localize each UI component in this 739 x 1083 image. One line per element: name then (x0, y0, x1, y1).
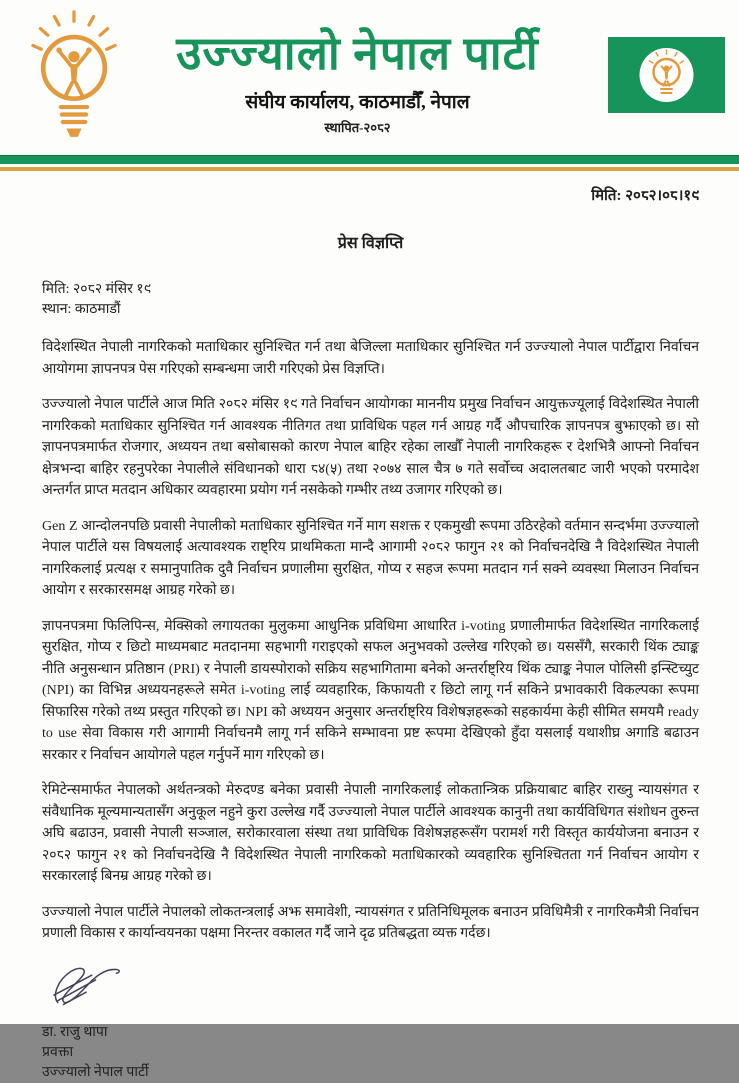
signatory-org: उज्ज्यालो नेपाल पार्टी (42, 1064, 149, 1080)
paragraph-4: ज्ञापनपत्रमा फिलिपिन्स, मेक्सिको लगायतका मुलुकमा आधुनिक प्रविधिमा आधारित i-voting प्रणालीमार्फत विदेशस्थित नागरिकलाई सुरक्षित, गोप्य र छिटो माध्यमबाट मतदानमा सहभागी गराइएको सफल अनुभवको उल्लेख गरिएको छ। यससँगै, सरकारी थिंक ट्याङ्क नीति अनुसन्धान प्रतिष्ठान (PRI) र नेपाली डायस्पोराको सक्रिय सहभागितामा बनेको अन्तर्राष्ट्रिय थिंक ट्याङ्क नेपाल पोलिसी इन्स्टिच्युट (NPI) का विभिन्न अध्ययनहरूले समेत i-voting लाई व्यवहारिक, किफायती र छिटो लागू गर्न सकिने प्रभावकारी विकल्पका रूपमा सिफारिस गरेको तथ्य प्रस्तुत गरिएको छ। NPI को अध्ययन अनुसार अन्तर्राष्ट्रिय विशेषज्ञहरूको सहकार्यमा केही सीमित समयमै ready to use सेवा विकास गरी आगामी निर्वाचनमै लागू गर्न सकिने सम्भावना प्रष्ट रूपमा देखिएको हुँदा यसलाई यथाशीघ्र अगाडि बढाउन सरकार र निर्वाचन आयोगले पहल गर्नुपर्ने माग गरिएको छ। (42, 618, 699, 763)
paragraph-5: रेमिटेन्समार्फत नेपालको अर्थतन्त्रको मेरुदण्ड बनेका प्रवासी नेपाली नागरिकलाई लोकतान्त्रिक प्रक्रियाबाट बाहिर राख्नु न्यायसंगत र संवैधानिक मूल्यमान्यतासँग अनुकूल नहुने कुरा उल्लेख गर्दै उज्ज्यालो नेपाल पार्टीले आवश्यक कानुनी तथा कार्यविधिगत संशोधन तुरुन्त अघि बढाउन, प्रवासी नेपाली सञ्जाल, सरोकारवाला संस्था तथा प्राविधिक विशेषज्ञहरूसँग परामर्श गरी विस्तृत कार्ययोजना बनाउन र २०८२ फागुन २१ को निर्वाचनदेखि नै विदेशस्थित नेपाली नागरिकको मताधिकारको व्यवहारिक सुनिश्चितता गर्न निर्वाचन आयोग र सरकारलाई बिनम्र आग्रह गरेको छ। (42, 783, 699, 884)
party-name: उज्ज्यालो नेपाल पार्टी (176, 28, 539, 79)
letter-body (0, 171, 739, 1083)
letterhead (0, 0, 739, 155)
signatory-role: प्रवक्ता (42, 1044, 74, 1060)
issue-date: मिति: २०८२।०८।१९ (591, 188, 699, 204)
signatory (42, 1023, 699, 1083)
green-divider (0, 155, 739, 164)
place-label: स्थान: काठमाडौं (42, 302, 121, 317)
meta-block (42, 280, 699, 320)
document-title: प्रेस विज्ञप्ति (337, 235, 404, 252)
office-line: संघीय कार्यालय, काठमाडौँ, नेपाल (245, 92, 470, 113)
paragraph-3: Gen Z आन्दोलनपछि प्रवासी नेपालीको मताधिकार सुनिश्चित गर्ने माग सशक्त र एकमुखी रूपमा उठिरहेको वर्तमान सन्दर्भमा उज्ज्यालो नेपाल पार्टीले यस विषयलाई अत्यावश्यक राष्ट्रिय प्राथमिकता मान्दै आगामी २०८२ फागुन २१ को निर्वाचनदेखि नै विदेशस्थित नेपाली नागरिकलाई प्रत्यक्ष र समानुपातिक दुवै निर्वाचन प्रणालीमा सुरक्षित, गोप्य र सहज रूपमा मतदान गर्न सक्ने व्यवस्था मिलाउन निर्वाचन आयोग र सरकारसमक्ष आग्रह गरेको छ। (42, 518, 699, 598)
established-line: स्थापित-२०८२ (324, 120, 391, 135)
handwritten-signature-icon (42, 961, 134, 1013)
paragraph-2: उज्ज्यालो नेपाल पार्टीले आज मिति २०८२ मंसिर १९ गते निर्वाचन आयोगका माननीय प्रमुख निर्वाचन आयुक्तज्यूलाई विदेशस्थित नेपाली नागरिकको मताधिकार सुनिश्चित गर्न आवश्यक नीतिगत तथा प्राविधिक पहल गर्न आग्रह गर्दै औपचारिक ज्ञापनपत्र बुझाएको छ। सो ज्ञापनपत्रमार्फत रोजगार, अध्ययन तथा बसोबासको कारण नेपाल बाहिर रहेका लाखौँ नेपाली नागरिकहरू र देशभित्रै आफ्नो निर्वाचन क्षेत्रभन्दा बाहिर रहनुपरेका नेपालीले संविधानको धारा ८४(५) तथा २०७४ साल चैत्र ७ गते सर्वोच्च अदालतबाट जारी भएको परमादेश अन्तर्गत प्राप्त मतदान अधिकार व्यवहारमा प्रयोग गर्न नसकेको गम्भीर तथ्य उजागर गरिएको छ। (42, 397, 699, 498)
date-label: मिति: २०८२ मंसिर १९ (42, 282, 151, 297)
signature-block (42, 961, 699, 1013)
lightbulb-person-logo-icon (32, 10, 116, 150)
party-flag-icon (608, 37, 725, 113)
letterhead-text (116, 26, 599, 136)
signatory-name: डा. राजु थापा (42, 1024, 108, 1040)
paragraph-6: उज्ज्यालो नेपाल पार्टीले नेपालको लोकतन्त्रलाई अझ समावेशी, न्यायसंगत र प्रतिनिधिमूलक बनाउन प्रविधिमैत्री र नागरिकमैत्री निर्वाचन प्रणाली विकास र कार्यान्वयनका पक्षमा निरन्तर वकालत गर्दै जाने दृढ प्रतिबद्धता व्यक्त गर्दछ। (42, 904, 699, 941)
paragraph-1: विदेशस्थित नेपाली नागरिकको मताधिकार सुनिश्चित गर्न तथा बेजिल्ला मताधिकार सुनिश्चित गर्न उज्ज्यालो नेपाल पार्टीद्वारा निर्वाचन आयोगमा ज्ञापनपत्र पेस गरिएको सम्बन्धमा जारी गरिएको प्रेस विज्ञप्ति। (42, 340, 699, 377)
